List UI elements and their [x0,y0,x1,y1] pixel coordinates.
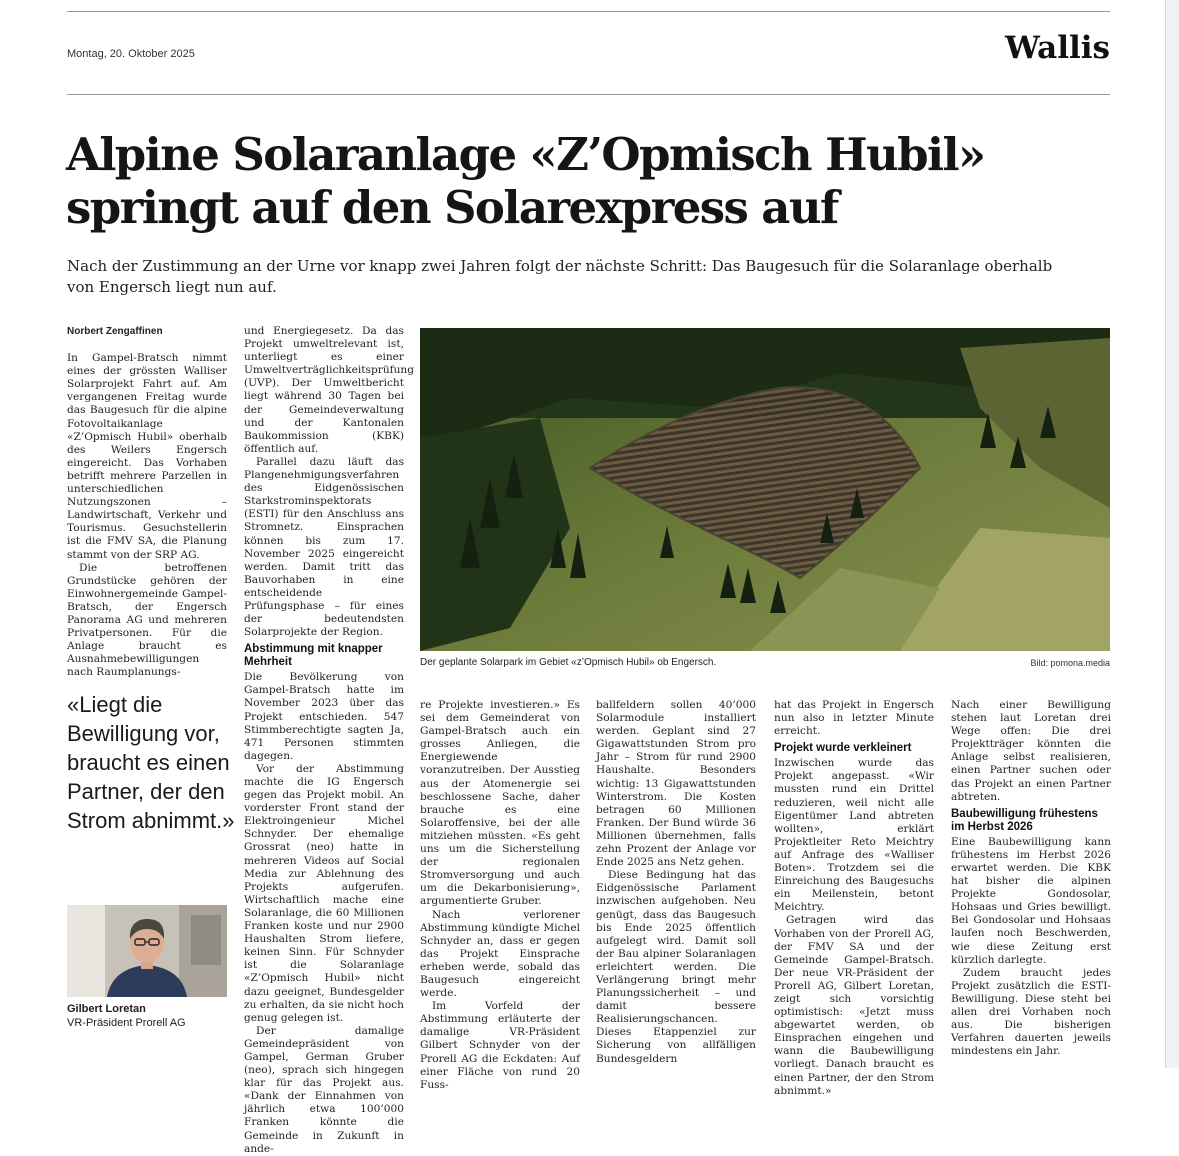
top-rule [67,11,1110,12]
paragraph: Diese Bedingung hat das Eidgenössische Parlament inzwischen aufgehoben. Neu genügt, dass das Baugesuch bis Ende 2025 öffentlich aufgelegt wird. Damit soll der Bau alpiner Solaranlagen erleichtert werden. Die Verlängerung bringt mehr Planungssicherheit – und damit bessere Realisierungschancen. Dieses Etappenziel zur Sicherung von allfälligen Bundesgeldern [596,869,756,1065]
column-2 [244,325,415,1156]
portrait-role: VR-Präsident Prorell AG [67,1017,186,1029]
paragraph: Vor der Abstimmung machte die IG Engersch gegen das Projekt mobil. An vorderster Front stand der Elektroingenieur Michel Schnyder. Der ehemalige Grossrat (neo) hatte in mehreren Videos auf Social Media zur Ablehnung des Projekts aufgerufen. Wirtschaftlich mache eine Solaranlage, die 60 Millionen Franken koste und nur 2900 Haushalten Strom liefere, keinen Sinn. Für Schnyder ist die Solaranlage «Z’Opmisch Hubil» nicht dazu geeignet, Bundesgelder zu erhalten, da sie nicht hoch genug gelegen ist. [244,762,404,1024]
column-5 [774,699,934,1098]
article-headline [66,128,1116,234]
page-scrollbar[interactable] [1165,0,1179,1068]
paragraph: Nach verlorener Abstimmung kündigte Michel Schnyder an, dass er gegen das Projekt Einsprache erheben werde, sobald das Baugesuch eingereicht werde. [420,908,580,1000]
photo-caption: Der geplante Solarpark im Gebiet «z’Opmisch Hubil» ob Engersch. [420,657,717,668]
paragraph: Eine Baubewilligung kann frühestens im Herbst 2026 erwartet werden. Die KBK hat bisher die alpinen Projekte Gondosolar, Hohsaas und Gries bewilligt. Bei Gondosolar und Hohsaas laufen noch Beschwerden, wie diese Zeitung erst kürzlich darlegte. [951,835,1111,966]
subheading: Projekt wurde verkleinert [774,742,912,755]
paragraph: Getragen wird das Vorhaben von der Prorell AG, der FMV SA und der Gemeinde Gampel-Bratsch. Der neue VR-Präsident der Prorell AG, Gilbert Loretan, zeigt sich vorsichtig optimistisch: «Jetzt muss abgewartet werden, ob Einsprachen eingehen und wann die Baubewilligung vorliegt. Danach braucht es einen Partner, der den Strom abnimmt.» [774,914,934,1097]
paragraph: ballfeldern sollen 40’000 Solarmodule installiert werden. Geplant sind 27 Gigawattstunden Strom pro Jahr – Strom für rund 2900 Haushalte. Besonders wichtig: 13 Gigawattstunden Winterstrom. Die Kosten betragen 60 Millionen Franken. Der Bund würde 36 Millionen übernehmen, falls zehn Prozent der Anlage vor Ende 2025 ans Netz gehen. [596,699,756,869]
column-1 [67,325,227,679]
paragraph: re Projekte investieren.» Es sei dem Gemeinderat von Gampel-Bratsch auch ein grosses Anliegen, die Energiewende voranzutreiben. Der Ausstieg aus der Atomenergie sei beschlossene Sache, daher brauche es eine Solaroffensive, bei der alle mitziehen müssten. «Es geht uns um die Sicherstellung der regionalen Stromversorgung und auch um die Dekarbonisierung», argumentierte Gruber. [420,699,580,908]
photo-credit: Bild: pomona.media [1030,658,1110,668]
column-3 [420,699,580,1092]
paragraph: Die betroffenen Grundstücke gehören der Einwohnergemeinde Gampel-Bratsch, der Engersch Panorama AG und mehreren Privatpersonen. Für die Anlage braucht es Ausnahmebewilligungen nach Raumplanungs- [67,561,227,679]
column-4 [596,699,756,1066]
paragraph: Der damalige Gemeindepräsident von Gampel, German Gruber (neo), sprach sich hingegen klar für das Projekt aus. «Dank der Einnahmen von jährlich etwa 100’000 Franken könnte die Gemeinde in Zukunft in ande- [244,1024,404,1155]
paragraph: Parallel dazu läuft das Plangenehmigungsverfahren des Eidgenössischen Starkstrominspektorats (ESTI) für den Anschluss ans Stromnetz. Einsprachen können bis zum 17. November 2025 eingereicht werden. Damit tritt das Bauvorhaben in eine entscheidende Prüfungsphase – für eines der bedeutendsten Solarprojekte der Region. [244,455,404,639]
portrait-image [67,905,227,997]
article-photo [420,328,1110,651]
paragraph: Die Bevölkerung von Gampel-Bratsch hatte im November 2023 über das Projekt entschieden. 547 Stimmberechtigte sagten Ja, 471 Personen stimmten dagegen. [244,671,404,762]
author-byline: Norbert Zengaffinen [67,326,163,337]
paragraph: Im Vorfeld der Abstimmung erläuterte der damalige VR-Präsident Gilbert Schnyder von der Prorell AG die Eckdaten: Auf einer Fläche von rund 20 Fuss- [420,1000,580,1091]
paragraph: Nach einer Bewilligung stehen laut Loretan drei Wege offen: Die drei Projektträger könnten die Anlage selbst realisieren, einen Partner suchen oder das Projekt an einen Partner abtreten. [951,699,1111,803]
subheading: Baubewilligung frühestens im Herbst 2026 [951,807,1098,833]
headline-line-2: springt auf den Solarexpress auf [66,181,838,234]
portrait-name: Gilbert Loretan [67,1003,146,1015]
paragraph: Zudem braucht jedes Projekt zusätzlich die ESTI-Bewilligung. Diese steht bei allen drei Vorhaben noch aus. Die bisherigen Verfahren dauerten jeweils mindestens ein Jahr. [951,966,1111,1058]
paragraph: In Gampel-Bratsch nimmt eines der grössten Walliser Solarprojekt Fahrt auf. Am vergangenen Freitag wurde das Baugesuch für die alpine Fotovoltaikanlage «Z’Opmisch Hubil» oberhalb des Weilers Engersch eingereicht. Das Vorhaben betrifft mehrere Parzellen in unterschiedlichen Nutzungszonen – Landwirtschaft, Verkehr und Tourismus. Gesuchstellerin ist die FMV SA, die Planung stammt von der SRP AG. [67,352,227,561]
headline-line-1: Alpine Solaranlage «Z’Opmisch Hubil» [66,128,985,181]
pull-quote: «Liegt die Bewilligung vor, braucht es einen Partner, der den Strom abnimmt.» [67,692,235,833]
subheading: Abstimmung mit knapper Mehrheit [244,643,383,669]
column-6 [951,699,1111,1058]
paragraph: und Energiegesetz. Da das Projekt umweltrelevant ist, unterliegt es einer Umweltverträglichkeitsprüfung (UVP). Der Umweltbericht liegt während 30 Tagen bei der Gemeindeverwaltung und der Kantonalen Baukommission (KBK) öffentlich auf. [244,325,415,455]
header-rule [67,94,1110,95]
solar-park-image [420,328,1110,651]
portrait-photo [67,905,227,997]
issue-date: Montag, 20. Oktober 2025 [67,48,195,60]
paragraph: hat das Projekt in Engersch nun also in letzter Minute erreicht. [774,699,934,738]
paragraph: Inzwischen wurde das Projekt angepasst. «Wir mussten rund ein Drittel reduzieren, weil nicht alle Eigentümer Land abtreten wollten», erklärt Projektleiter Reto Meichtry auf Anfrage des «Walliser Boten». Trotzdem sei die Einreichung des Baugesuchs ein Meilenstein, betont Meichtry. [774,757,934,914]
article-lead: Nach der Zustimmung an der Urne vor knapp zwei Jahren folgt der nächste Schritt: Das Baugesuch für die Solaranlage oberhalb von Engersch liegt nun auf. [67,257,1053,296]
section-title: Wallis [1005,30,1110,66]
